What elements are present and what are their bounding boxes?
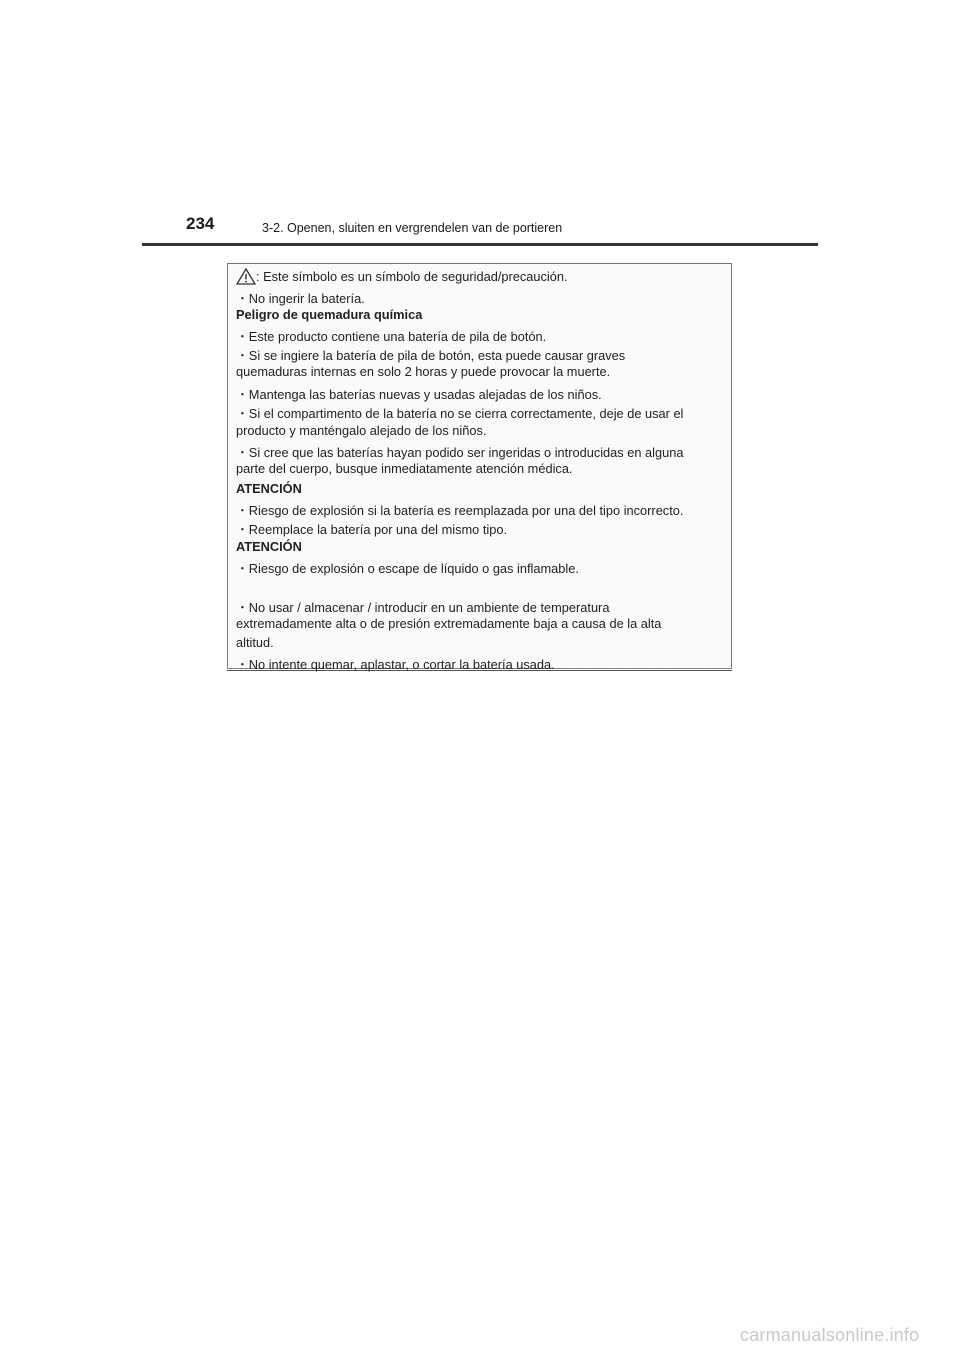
label-line: parte del cuerpo, busque inmediatamente atención médica. [236, 461, 573, 476]
header-rule [142, 243, 818, 246]
label-line: altitud. [236, 635, 274, 650]
label-line: ・Si el compartimento de la batería no se cierra correctamente, deje de usar el [236, 406, 684, 421]
label-line: ・Riesgo de explosión o escape de líquido o gas inflamable. [236, 561, 579, 576]
label-heading: ATENCIÓN [236, 481, 302, 496]
warning-triangle-icon [236, 268, 256, 285]
label-line: ・Mantenga las baterías nuevas y usadas alejadas de los niños. [236, 387, 602, 402]
section-title: 3-2. Openen, sluiten en vergrendelen van de portieren [262, 221, 563, 235]
label-line: ・Si se ingiere la batería de pila de botón, esta puede causar graves [236, 348, 626, 363]
label-line: ・Este producto contiene una batería de pila de botón. [236, 329, 547, 344]
label-line: ・Si cree que las baterías hayan podido ser ingeridas o introducidas en alguna [236, 445, 684, 460]
label-heading: ATENCIÓN [236, 539, 302, 554]
label-heading: Peligro de quemadura química [236, 307, 423, 322]
label-line: ・No intente quemar, aplastar, o cortar la batería usada. [236, 657, 555, 672]
site-watermark: carmanualsonline.info [740, 1325, 920, 1345]
label-line: producto y manténgalo alejado de los niños. [236, 423, 487, 438]
label-line: extremadamente alta o de presión extremadamente baja a causa de la alta [236, 616, 662, 631]
label-line: ・No ingerir la batería. [236, 291, 365, 306]
label-line: ・No usar / almacenar / introducir en un ambiente de temperatura [236, 600, 610, 615]
page-number: 234 [186, 214, 215, 233]
label-line: quemaduras internas en solo 2 horas y puede provocar la muerte. [236, 364, 611, 379]
symbol-note: : Este símbolo es un símbolo de seguridad/precaución. [256, 269, 568, 284]
label-line: ・Riesgo de explosión si la batería es reemplazada por una del tipo incorrecto. [236, 503, 684, 518]
label-line: ・Reemplace la batería por una del mismo tipo. [236, 522, 508, 537]
